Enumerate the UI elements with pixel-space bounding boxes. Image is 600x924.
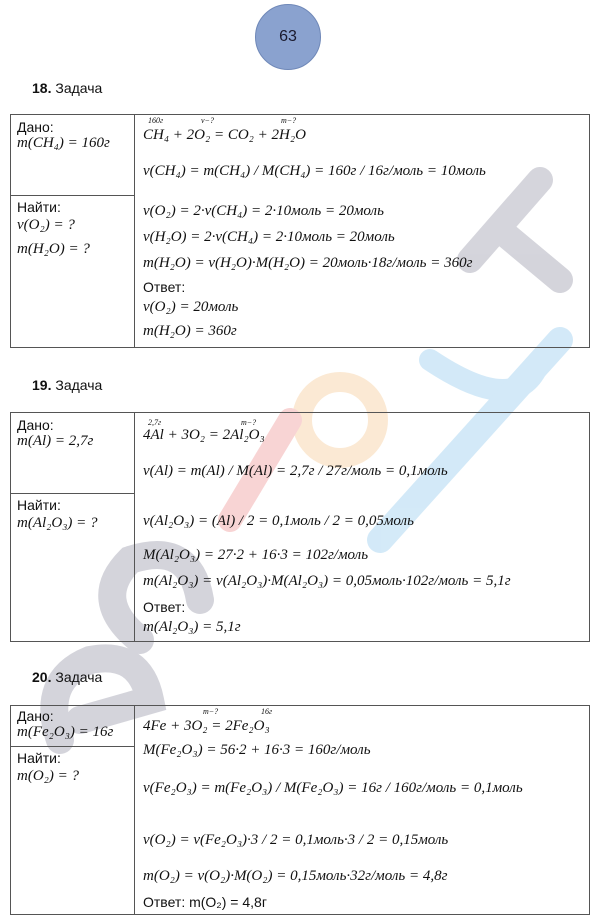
task-label: Задача [55, 377, 103, 393]
find-value: m(H₂O) = ? [17, 241, 90, 257]
answer-line: ν(O₂) = 20моль [143, 299, 239, 315]
solution-line: ν(CH₄) = m(CH₄) / M(CH₄) = 160г / 16г/моль = 10моль [143, 163, 486, 179]
task-label: Задача [55, 669, 103, 685]
solution-line: ν(Al) = m(Al) / M(Al) = 2,7г / 27г/моль = 0,1моль [143, 463, 448, 479]
given-divider [11, 195, 135, 196]
find-value: ν(O₂) = ? [17, 217, 75, 233]
solution-line: ν(Fe₂O₃) = m(Fe₂O₃) / M(Fe₂O₃) = 16г / 160г/моль = 0,1моль [143, 780, 523, 796]
solution-line: M(Fe₂O₃) = 56·2 + 16·3 = 160г/моль [143, 742, 371, 758]
hint-mass: m−? [241, 418, 257, 427]
reaction-equation: CH₄ + 2O₂ = CO₂ + 2H₂O [143, 127, 306, 143]
answer-label: Ответ: [143, 279, 186, 295]
task-18-box [10, 114, 590, 348]
answer-line: m(H₂O) = 360г [143, 323, 237, 339]
find-label: Найти: [17, 750, 61, 766]
given-label: Дано: [17, 417, 54, 433]
task-number: 20. [32, 669, 52, 685]
solution-line: m(Al₂O₃) = ν(Al₂O₃)·M(Al₂O₃) = 0,05моль·102г/моль = 5,1г [143, 573, 511, 589]
solution-line: ν(Al₂O₃) = (Al) / 2 = 0,1моль / 2 = 0,05моль [143, 513, 414, 529]
given-value: m(CH₄) = 160г [17, 135, 110, 151]
given-column [11, 413, 135, 641]
task-18-title [32, 80, 102, 96]
solution-line: ν(O₂) = ν(Fe₂O₃)·3 / 2 = 0,1моль·3 / 2 = 0,15моль [143, 832, 449, 848]
hint-mass: 16г [261, 707, 273, 716]
reaction-equation: 4Fe + 3O₂ = 2Fe₂O₃ [143, 718, 270, 734]
solution-line: m(O₂) = ν(O₂)·M(O₂) = 0,15моль·32г/моль = 4,8г [143, 868, 448, 884]
given-value: m(Fe₂O₃) = 16г [17, 724, 114, 740]
given-column [11, 706, 135, 914]
answer-label: Ответ: [143, 599, 186, 615]
given-divider [11, 493, 135, 494]
given-column [11, 115, 135, 347]
given-label: Дано: [17, 708, 54, 724]
solution-line: m(H₂O) = ν(H₂O)·M(H₂O) = 20моль·18г/моль = 360г [143, 255, 473, 271]
task-19-box [10, 412, 590, 642]
solution-line: ν(O₂) = 2·ν(CH₄) = 2·10моль = 20моль [143, 203, 384, 219]
task-20-box [10, 705, 590, 915]
hint-mass: 160г [148, 116, 164, 125]
given-label: Дано: [17, 119, 54, 135]
given-value: m(Al) = 2,7г [17, 433, 94, 449]
answer-line: Ответ: m(O₂) = 4,8г [143, 894, 267, 910]
find-label: Найти: [17, 199, 61, 215]
solution-line: ν(H₂O) = 2·ν(CH₄) = 2·10моль = 20моль [143, 229, 395, 245]
reaction-equation: 4Al + 3O₂ = 2Al₂O₃ [143, 427, 265, 443]
task-number: 19. [32, 377, 52, 393]
find-label: Найти: [17, 497, 61, 513]
solution-line: M(Al₂O₃) = 27·2 + 16·3 = 102г/моль [143, 547, 369, 563]
task-label: Задача [55, 80, 103, 96]
hint-mass: 2,7г [148, 418, 162, 427]
page-number: 63 [279, 28, 297, 45]
hint-amount: ν−? [201, 116, 214, 125]
task-20-title [32, 669, 102, 685]
task-number: 18. [32, 80, 52, 96]
answer-line: m(Al₂O₃) = 5,1г [143, 619, 241, 635]
hint-mass: m−? [203, 707, 219, 716]
find-value: m(Al₂O₃) = ? [17, 515, 98, 531]
given-divider [11, 746, 135, 747]
task-19-title [32, 377, 102, 393]
hint-mass: m−? [281, 116, 297, 125]
find-value: m(O₂) = ? [17, 768, 79, 784]
page-number-badge [255, 4, 321, 70]
